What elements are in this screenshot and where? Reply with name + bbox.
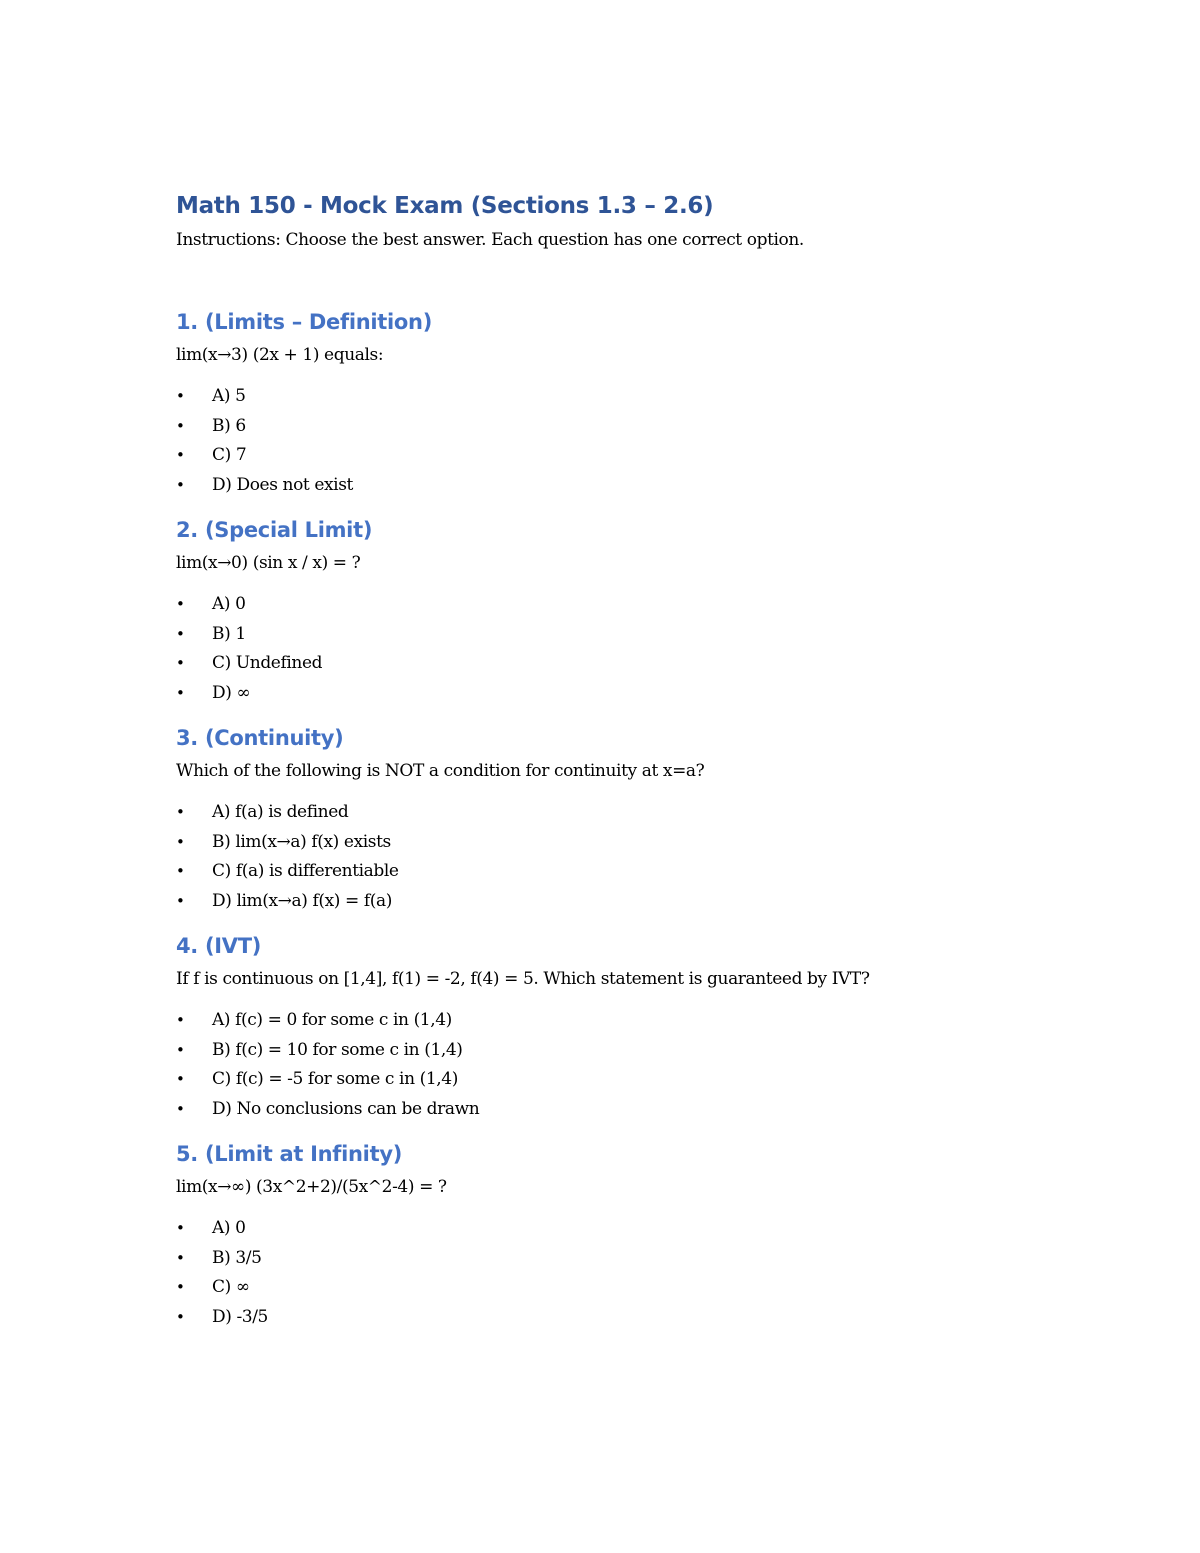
- option-label: A) 5: [212, 386, 246, 406]
- option-label: D) No conclusions can be drawn: [212, 1098, 480, 1119]
- option-label: B) 1: [212, 623, 246, 644]
- options-list: [176, 590, 1076, 708]
- question-prompt: lim(x→3) (2x + 1) equals:: [176, 345, 384, 365]
- bullet-icon: •: [176, 416, 185, 435]
- bullet-icon: •: [176, 683, 185, 702]
- bullet-icon: •: [176, 387, 185, 405]
- exam-title: Math 150 - Mock Exam (Sections 1.3 – 2.6): [176, 193, 714, 219]
- option-c: [176, 649, 1076, 679]
- bullet-icon: •: [176, 862, 185, 880]
- bullet-icon: •: [176, 446, 185, 464]
- bullet-icon: •: [176, 1099, 185, 1118]
- bullet-icon: •: [176, 891, 185, 910]
- option-label: B) 3/5: [212, 1247, 262, 1268]
- option-a: [176, 1006, 1076, 1036]
- option-label: B) 6: [212, 415, 246, 436]
- question-5: [176, 1138, 1076, 1332]
- options-list: [176, 1214, 1076, 1332]
- options-list: [176, 382, 1076, 500]
- option-a: [176, 798, 1076, 828]
- option-label: C) Undefined: [212, 653, 323, 673]
- option-b: [176, 620, 1076, 650]
- question-1: [176, 306, 1076, 500]
- options-list: [176, 798, 1076, 916]
- option-b: [176, 1036, 1076, 1066]
- bullet-icon: •: [176, 1040, 185, 1059]
- option-label: A) 0: [212, 1218, 246, 1238]
- question-heading: 3. (Continuity): [176, 726, 344, 750]
- option-c: [176, 441, 1076, 471]
- bullet-icon: •: [176, 1070, 185, 1088]
- question-heading: 4. (IVT): [176, 934, 262, 958]
- option-label: D) Does not exist: [212, 474, 353, 495]
- question-heading: 5. (Limit at Infinity): [176, 1142, 402, 1166]
- bullet-icon: •: [176, 832, 185, 851]
- option-label: D) lim(x→a) f(x) = f(a): [212, 890, 392, 911]
- bullet-icon: •: [176, 1011, 185, 1029]
- option-label: A) 0: [212, 594, 246, 614]
- option-b: [176, 1244, 1076, 1274]
- bullet-icon: •: [176, 654, 185, 672]
- option-label: B) lim(x→a) f(x) exists: [212, 831, 391, 852]
- question-heading: 1. (Limits – Definition): [176, 310, 432, 334]
- option-c: [176, 1273, 1076, 1303]
- option-label: A) f(c) = 0 for some c in (1,4): [212, 1010, 452, 1030]
- option-b: [176, 828, 1076, 858]
- question-heading: 2. (Special Limit): [176, 518, 373, 542]
- option-d: [176, 1303, 1076, 1333]
- option-label: D) ∞: [212, 682, 251, 703]
- option-label: A) f(a) is defined: [212, 802, 349, 822]
- bullet-icon: •: [176, 1307, 185, 1326]
- question-3: [176, 722, 1076, 916]
- question-prompt: lim(x→0) (sin x / x) = ?: [176, 553, 361, 573]
- bullet-icon: •: [176, 1278, 185, 1296]
- option-label: D) -3/5: [212, 1306, 268, 1327]
- bullet-icon: •: [176, 475, 185, 494]
- exam-instructions: Instructions: Choose the best answer. Each question has one correct option.: [176, 230, 804, 250]
- question-4: [176, 930, 1076, 1124]
- document-page: [176, 190, 1076, 1332]
- option-d: [176, 679, 1076, 709]
- option-label: B) f(c) = 10 for some c in (1,4): [212, 1039, 463, 1060]
- option-label: C) ∞: [212, 1277, 250, 1297]
- bullet-icon: •: [176, 595, 185, 613]
- option-label: C) f(c) = -5 for some c in (1,4): [212, 1069, 458, 1089]
- option-d: [176, 887, 1076, 917]
- question-2: [176, 514, 1076, 708]
- option-d: [176, 1095, 1076, 1125]
- option-c: [176, 1065, 1076, 1095]
- options-list: [176, 1006, 1076, 1124]
- option-d: [176, 471, 1076, 501]
- question-prompt: Which of the following is NOT a condition for continuity at x=a?: [176, 761, 705, 781]
- bullet-icon: •: [176, 1248, 185, 1267]
- option-c: [176, 857, 1076, 887]
- option-a: [176, 382, 1076, 412]
- bullet-icon: •: [176, 1219, 185, 1237]
- bullet-icon: •: [176, 624, 185, 643]
- option-a: [176, 590, 1076, 620]
- question-prompt: lim(x→∞) (3x^2+2)/(5x^2-4) = ?: [176, 1177, 447, 1197]
- question-prompt: If f is continuous on [1,4], f(1) = -2, f(4) = 5. Which statement is guaranteed by IVT?: [176, 969, 870, 989]
- bullet-icon: •: [176, 803, 185, 821]
- option-b: [176, 412, 1076, 442]
- option-label: C) f(a) is differentiable: [212, 861, 399, 881]
- option-a: [176, 1214, 1076, 1244]
- option-label: C) 7: [212, 445, 247, 465]
